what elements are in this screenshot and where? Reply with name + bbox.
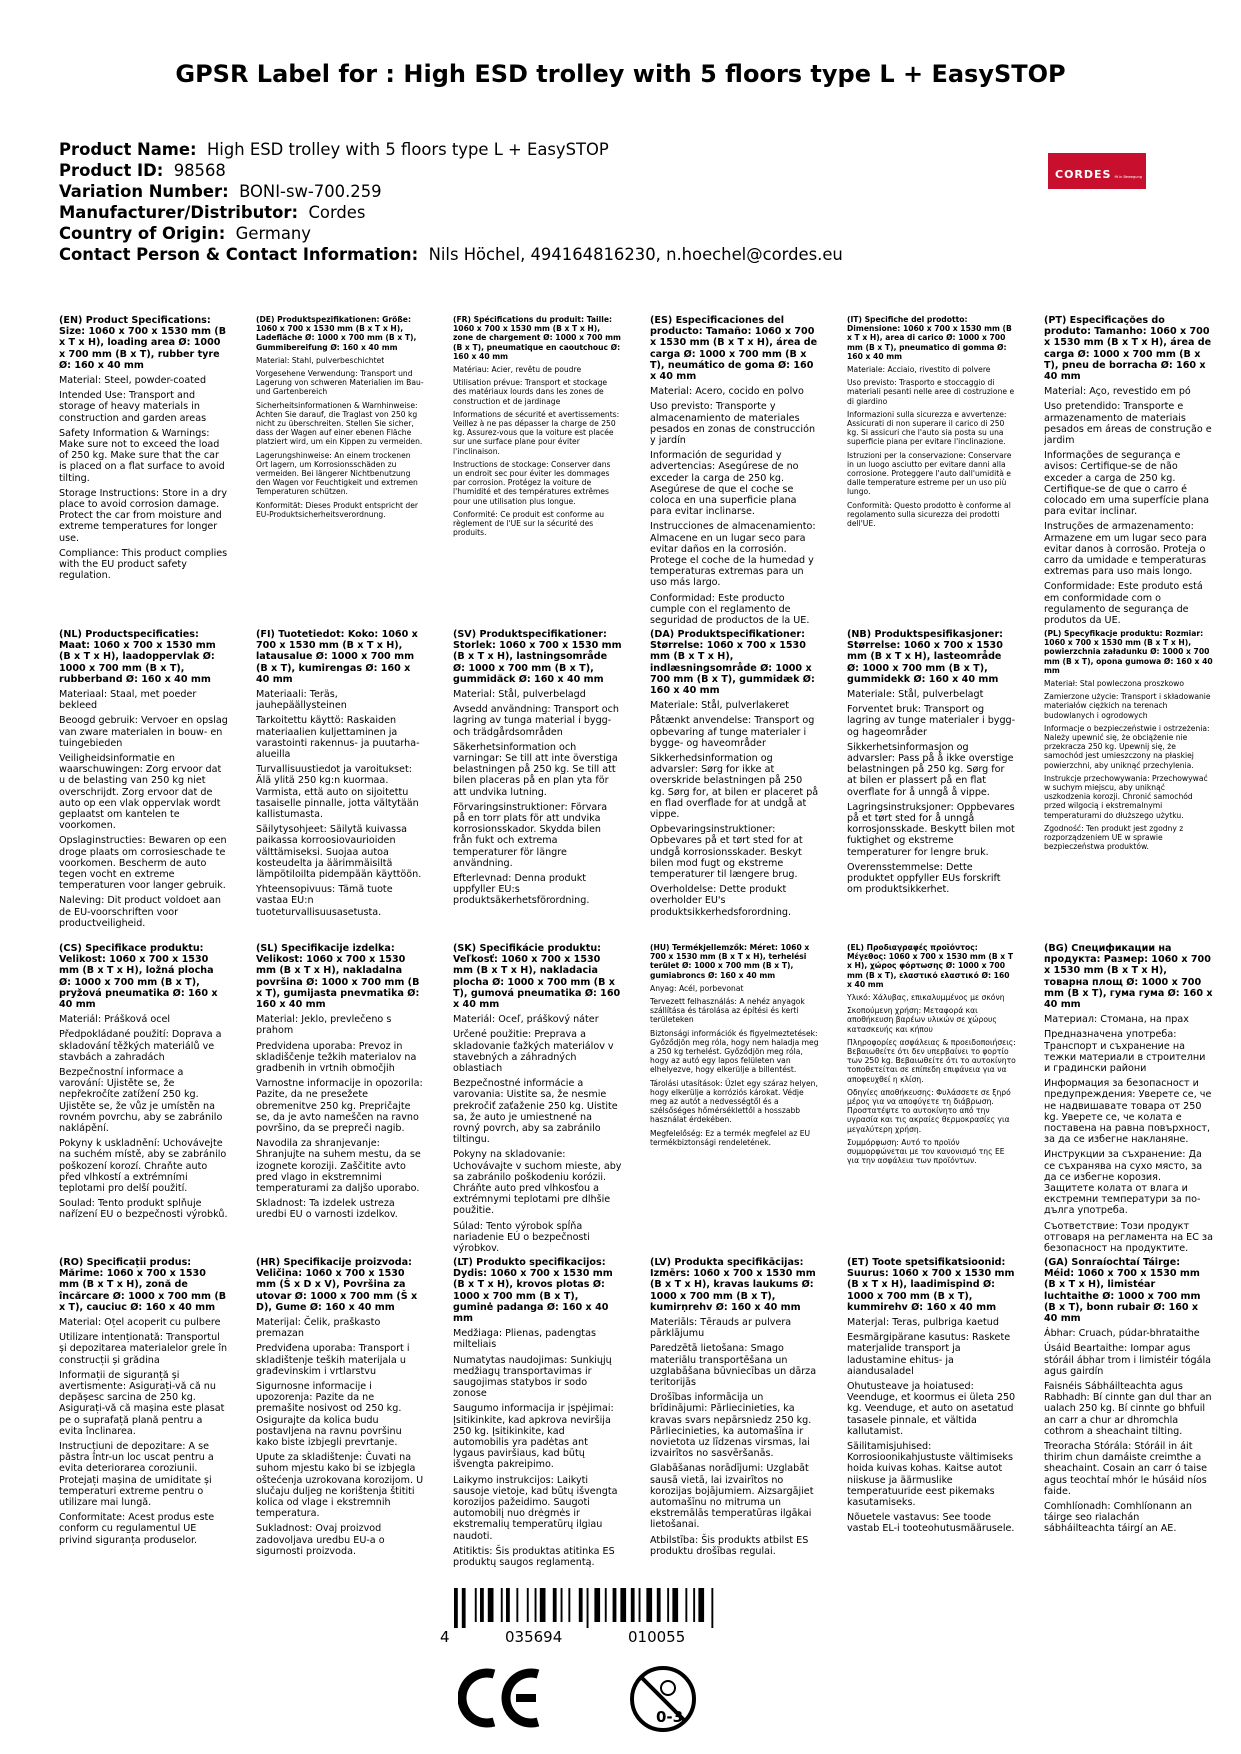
spec-paragraph: Vorgesehene Verwendung: Transport und Lagerung von schweren Materialien im Bau- und Gartenbereich — [256, 369, 424, 397]
spec-paragraph: Opbevaringsinstruktioner: Opbevares på et tørt sted for at undgå korrosionsskader. Beskyt bilen mod fugt og ekstreme temperaturer til længere brug. — [650, 824, 803, 881]
spec-paragraph: Bezpečnostné informácie a varovania: Uistite sa, že nesmie prekročiť zaťaženie 250 kg. Uistite sa, že auto je umiestnené na rovný povrch, aby sa zabránilo tiltingu. — [453, 1078, 618, 1146]
spec-paragraph: Materjal: Teras, pulbriga kaetud — [847, 1317, 999, 1329]
spec-block-sl — [256, 943, 425, 1257]
barcode-bar — [516, 1588, 518, 1622]
spec-paragraph: Materiale: Stål, pulverbelagt — [847, 689, 984, 701]
spec-paragraph: Informații de siguranță și avertismente: Asigurați-vă că nu depășesc sarcina de 250 kg. Asigurați-vă că mașina este plasat pe o suprafață plană pentru a evita înclinarea. — [59, 1369, 225, 1437]
spec-block-da — [650, 629, 819, 943]
spec-paragraph: Určené použitie: Preprava a skladovanie ťažkých materiálov v stavebných a záhradných oblastiach — [453, 1029, 614, 1075]
spec-paragraph: Konformität: Dieses Produkt entspricht der EU-Produktsicherheitsverordnung. — [256, 500, 419, 519]
info-value: High ESD trolley with 5 floors type L + EasySTOP — [206, 140, 609, 159]
barcode-bar — [657, 1588, 661, 1622]
spec-heading: (SK) Špecifikácie produktu: Veľkosť: 1060 x 700 x 1530 mm (B x T x H), nakladacia plocha Ø: 1000 x 700 mm (B x T), gumová pneumatika Ø: 160 x 40 mm — [453, 943, 621, 1011]
spec-heading: (NB) Produktspesifikasjoner: Størrelse: 1060 x 700 x 1530 mm (B x T x H), lasteområde Ø: 1000 x 700 mm (B x T), gummidekk Ø: 160 x 40 mm — [847, 629, 1004, 685]
spec-paragraph: Materiale: Stål, pulverlakeret — [650, 700, 790, 712]
logo-slogan: fit in Bewegung — [1114, 175, 1142, 179]
barcode-bar — [501, 1588, 503, 1622]
spec-heading: (GA) Sonraíochtaí Táirge: Méid: 1060 x 700 x 1530 mm (B x T x H), limistéar luchtaithe Ø: 1000 x 700 mm (B x T), bonn rubair Ø: 160 x 40 mm — [1044, 1257, 1201, 1325]
spec-heading: (CS) Specifikace produktu: Velikost: 1060 x 700 x 1530 mm (B x T x H), ložná plocha Ø: 1000 x 700 mm (B x T), pryžová pneumatika Ø: 160 x 40 mm — [59, 943, 218, 1011]
spec-paragraph: Treoracha Stórála: Stóráil in áit thirim chun damáiste creimthe a sheachaint. Cosain an carr ó taise agus teochtaí mhór le húsáid níos faide. — [1044, 1441, 1207, 1497]
barcode-bar — [631, 1588, 635, 1622]
spec-paragraph: Materiale: Acciaio, rivestito di polvere — [847, 365, 991, 375]
spec-paragraph: Drošības informācija un brīdinājumi: Pārliecinieties, ka kravas svars nepārsniedz 250 kg. Pārliecinieties, ka automašīna ir novietota uz līdzenas virsmas, lai izvairītos no sasvēršanās. — [650, 1392, 812, 1460]
spec-heading: (RO) Specificații produs: Mărime: 1060 x 700 x 1530 mm (B x T x H), zonă de încărcare Ø: 1000 x 700 mm (B x T), cauciuc Ø: 160 x 40 mm — [59, 1257, 227, 1313]
spec-paragraph: Faisnéis Sábháilteachta agus Rabhadh: Bí cinnte gan dul thar an ualach 250 kg. Bí cinnte go bhfuil an carr a chur ar dhromchla cothrom a sheachaint tilting. — [1044, 1381, 1212, 1437]
spec-paragraph: Conformité: Ce produit est conforme au règlement de l'UE sur la sécurité des produits. — [453, 509, 605, 538]
spec-paragraph: Material: Stahl, pulverbeschichtet — [256, 355, 385, 365]
spec-heading: (PT) Especificações do produto: Tamanho: 1060 x 700 x 1530 mm (B x T x H), área de carga Ø: 1000 x 700 mm (B x T), pneu de borracha Ø: 160 x 40 mm — [1044, 315, 1212, 383]
barcode-bar — [488, 1588, 494, 1622]
spec-paragraph: Påtænkt anvendelse: Transport og opbevaring af tunge materialer i bygge- og haveområder — [650, 715, 815, 749]
barcode-bar — [594, 1588, 600, 1622]
spec-heading: (SV) Produktspecifikationer: Storlek: 1060 x 700 x 1530 mm (B x T x H), lastningsområde Ø: 1000 x 700 mm (B x T), gummidäck Ø: 160 x 40 mm — [453, 629, 622, 685]
spec-paragraph: Turvallisuustiedot ja varoitukset: Älä ylitä 250 kg:n kuormaa. Varmista, että auto on sijoitettu tasaiselle pinnalle, jotta vältytään kallistumasta. — [256, 764, 419, 821]
barcode-digits-left: 035694 — [505, 1628, 563, 1646]
spec-heading: (HU) Termékjellemzők: Méret: 1060 x 700 x 1530 mm (B x T x H), terhelési terület Ø: 1000 x 700 mm (B x T), gumiabroncs Ø: 160 x 40 mm — [650, 943, 810, 980]
info-value: Cordes — [308, 203, 366, 222]
spec-paragraph: Paredzētā lietošana: Smago materiālu transportēšana un uzglabāšana būvniecības un dārza teritorijās — [650, 1343, 817, 1389]
spec-paragraph: Πληροφορίες ασφάλειας & προειδοποιήσεις: Βεβαιωθείτε ότι δεν υπερβαίνει το φορτίο των 250 kg. Βεβαιωθείτε ότι το αυτοκίνητο τοποθετείται σε επίπεδη επιφάνεια για να αποφευχθεί η κλίση. — [847, 1037, 1016, 1084]
spec-paragraph: Material: Stål, pulverbelagd — [453, 689, 586, 701]
contact-row — [59, 244, 843, 265]
spec-block-bg — [1044, 943, 1213, 1257]
barcode-bar — [475, 1588, 477, 1622]
spec-block-pl — [1044, 629, 1213, 943]
barcode-bar — [639, 1588, 641, 1622]
spec-heading: (DA) Produktspecifikationer: Størrelse: 1060 x 700 x 1530 mm (B x T x H), indlæsningsområde Ø: 1000 x 700 mm (B x T), gummidæk Ø: 160 x 40 mm — [650, 629, 815, 697]
spec-paragraph: Comhlíonadh: Comhlíonann an táirge seo rialachán sábháilteachta táirgí an AE. — [1044, 1501, 1192, 1535]
spec-paragraph: Ábhar: Cruach, púdar-bhrataithe — [1044, 1328, 1200, 1340]
spec-heading: (ET) Toote spetsifikatsioonid: Suurus: 1060 x 700 x 1530 mm (B x T x H), laadimispind Ø: 1000 x 700 mm (B x T), kummirehv Ø: 160 x 40 mm — [847, 1257, 1015, 1313]
country-row — [59, 223, 843, 244]
specifications-grid — [59, 315, 1212, 1587]
spec-paragraph: Material: Aço, revestido em pó — [1044, 386, 1191, 398]
barcode — [440, 1588, 780, 1628]
spec-paragraph: Sikkerhedsinformation og advarsler: Sørg for ikke at overskride belastningen på 250 kg. Sørg for, at bilen er placeret på en flad overflade for at undgå at vippe. — [650, 753, 819, 821]
spec-heading: (FI) Tuotetiedot: Koko: 1060 x 700 x 1530 mm (B x T x H), latausalue Ø: 1000 x 700 mm (B x T), kumirengas Ø: 160 x 40 mm — [256, 629, 418, 685]
spec-paragraph: Forventet bruk: Transport og lagring av tunge materialer i bygg- og hageområder — [847, 704, 1016, 738]
spec-paragraph: Conformidad: Este producto cumple con el reglamento de seguridad de productos de la UE. — [650, 592, 810, 627]
ce-mark-icon — [458, 1668, 544, 1728]
spec-block-it — [847, 315, 1016, 629]
spec-paragraph: Σκοπούμενη χρήση: Μεταφορά και αποθήκευση βαρέων υλικών σε χώρους κατασκευής και κήπου — [847, 1006, 997, 1034]
spec-paragraph: Material: Oțel acoperit cu pulbere — [59, 1317, 221, 1329]
barcode-bar — [613, 1588, 617, 1622]
info-label: Manufacturer/Distributor: — [59, 203, 299, 222]
spec-paragraph: Megfelelőség: Ez a termék megfelel az EU termékbiztonsági rendeletének. — [650, 1128, 811, 1147]
spec-paragraph: Atitiktis: Šis produktas atitinka ES produktų saugos reglamentą. — [453, 1545, 615, 1569]
spec-paragraph: Materiaali: Teräs, jauhepäällysteinen — [256, 689, 347, 712]
spec-paragraph: Materiál: Prášková ocel — [59, 1014, 171, 1026]
spec-paragraph: Opslaginstructies: Bewaren op een droge plaats om corrosieschade te voorkomen. Bescherm de auto tegen vocht en extreme temperaturen voor langer gebruik. — [59, 835, 227, 892]
spec-block-el — [847, 943, 1016, 1257]
info-label: Product ID: — [59, 161, 164, 180]
spec-paragraph: Uso pretendido: Transporte e armazenamento de materiais pesados em áreas de construção e jardim — [1044, 401, 1212, 447]
label-title: GPSR Label for : High ESD trolley with 5 floors type L + EasySTOP — [175, 60, 1066, 88]
spec-paragraph: Sikkerhetsinformasjon og advarsler: Pass på å ikke overstige belastningen på 250 kg. Sørg for at bilen er plassert på en flat overflate for å unngå å vippe. — [847, 741, 1014, 798]
spec-paragraph: Υλικό: Χάλυβας, επικαλυμμένος με σκόνη — [847, 993, 1005, 1003]
barcode-bar — [693, 1588, 695, 1622]
barcode-bar — [480, 1588, 484, 1622]
spec-paragraph: Οδηγίες αποθήκευσης: Φυλάσσετε σε ξηρό μέρος για να αποφύγετε τη διάβρωση. Προστατέψτε το αυτοκίνητο από την υγρασία και τις ακραίες θερμοκρασίες για μεγαλύτερη χρήση. — [847, 1087, 1011, 1134]
spec-paragraph: Efterlevnad: Denna produkt uppfyller EU:s produktsäkerhetsförordning. — [453, 873, 590, 907]
spec-block-es — [650, 315, 819, 629]
barcode-bar — [553, 1588, 557, 1622]
logo-text: CORDES — [1055, 168, 1112, 181]
spec-paragraph: Overholdelse: Dette produkt overholder EU's produktsikkerhedsforordning. — [650, 884, 792, 918]
spec-paragraph: Anyag: Acél, porbevonat — [650, 983, 744, 993]
cordes-logo — [1048, 153, 1146, 189]
spec-paragraph: Zamierzone użycie: Transport i składowanie materiałów ciężkich na terenach budowlanych i ogrodowych — [1044, 692, 1211, 720]
spec-paragraph: Saugumo informacija ir įspėjimai: Įsitikinkite, kad apkrova neviršija 250 kg. Įsitikinkite, kad automobilis yra padėtas ant lygaus paviršiaus, kad būtų išvengta pakreipimo. — [453, 1403, 614, 1471]
spec-paragraph: Utilisation prévue: Transport et stockage des matériaux lourds dans les zones de construction et de jardinage — [453, 378, 608, 406]
spec-paragraph: Materiāls: Tērauds ar pulvera pārklājumu — [650, 1317, 792, 1340]
barcode-bar — [579, 1588, 583, 1622]
spec-block-pt — [1044, 315, 1213, 629]
barcode-bar — [527, 1588, 529, 1622]
spec-paragraph: Sicherheitsinformationen & Warnhinweise: Achten Sie darauf, die Traglast von 250 kg nicht zu überschreiten. Stellen Sie sicher, dass der Wagen auf einer ebenen Fläche platziert wird, um ein Kippen zu vermeiden. — [256, 400, 423, 447]
spec-paragraph: Istruzioni per la conservazione: Conservare in un luogo asciutto per evitare danni alla corrosione. Proteggere l'auto dall'umidità e dalle temperature estreme per un uso più lungo. — [847, 450, 1012, 497]
spec-paragraph: Materiał: Stal powleczona proszkowo — [1044, 679, 1184, 689]
spec-heading: (PL) Specyfikacje produktu: Rozmiar: 1060 x 700 x 1530 mm (B x T x H), powierzchnia załadunku Ø: 1000 x 700 mm (B x T), opona gumowa Ø: 160 x 40 mm — [1044, 629, 1213, 675]
spec-block-cs — [59, 943, 228, 1257]
spec-paragraph: Uso previsto: Transporte y almacenamiento de materiales pesados en zonas de construcción y jardín — [650, 401, 816, 447]
spec-paragraph: Varnostne informacije in opozorila: Pazite, da ne presežete obremenitve 250 kg. Prepričajte se, da je avto nameščen na ravno površino, da se prepreči nagib. — [256, 1078, 423, 1135]
spec-paragraph: Pokyny k uskladnění: Uchovávejte na suchém místě, aby se zabránilo poškození korozí. Chraňte auto před vlhkostí a extrémními teplotami pro delší použití. — [59, 1138, 227, 1195]
spec-block-sk — [453, 943, 622, 1257]
spec-heading: (FR) Spécifications du produit: Taille: 1060 x 700 x 1530 mm (B x T x H), zone de chargement Ø: 1000 x 700 mm (B x T), pneumatique en caoutchouc Ø: 160 x 40 mm — [453, 315, 621, 361]
spec-heading: (BG) Спецификации на продукта: Размер: 1060 x 700 x 1530 mm (B x T x H), товарна площ Ø: 1000 x 700 mm (B x T), гума гума Ø: 160 x 40 mm — [1044, 943, 1213, 1011]
spec-paragraph: Instruções de armazenamento: Armazene em um lugar seco para evitar danos à corrosão. Proteja o carro da umidade e temperaturas extremas para uso mais longo. — [1044, 521, 1207, 578]
spec-paragraph: Atbilstība: Šis produkts atbilst ES produktu drošības regulai. — [650, 1534, 809, 1557]
spec-paragraph: Eesmärgipärane kasutus: Raskete materjalide transport ja ladustamine ehitus- ja aiandusaladel — [847, 1332, 1011, 1377]
spec-block-ga — [1044, 1257, 1213, 1587]
barcode-bar — [620, 1588, 626, 1622]
spec-block-fi — [256, 629, 425, 943]
spec-heading: (IT) Specifiche del prodotto: Dimensione: 1060 x 700 x 1530 mm (B x T x H), area di carico Ø: 1000 x 700 mm (B x T), pneumatico di gomma Ø: 160 x 40 mm — [847, 315, 1012, 361]
spec-block-ro — [59, 1257, 228, 1587]
barcode-bar — [646, 1588, 652, 1622]
spec-block-en — [59, 315, 228, 629]
spec-paragraph: Upute za skladištenje: Čuvati na suhom mjestu kako bi se izbjegla oštećenja uzrokovana korozijom. U slučaju duljeg ne korištenja štititi kolica od vlage i ekstremnih temperatura. — [256, 1452, 424, 1520]
spec-paragraph: Material: Jeklo, prevlečeno s prahom — [256, 1014, 392, 1037]
spec-paragraph: Informations de sécurité et avertissements: Veillez à ne pas dépasser la charge de 250 kg. Assurez-vous que la voiture est placée sur une surface plane pour éviter l'inclinaison. — [453, 409, 620, 456]
spec-paragraph: Informazioni sulla sicurezza e avvertenze: Assicurati di non superare il carico di 250 kg. Si assicuri che l'auto sia posta su una superficie piana per evitare l'inclinazione. — [847, 409, 1007, 447]
spec-paragraph: Súlad: Tento výrobok spĺňa nariadenie EÚ o bezpečnosti výrobkov. — [453, 1220, 590, 1255]
info-value: 98568 — [173, 161, 226, 180]
spec-paragraph: Naleving: Dit product voldoet aan de EU-voorschriften voor productveiligheid. — [59, 895, 221, 929]
spec-block-et — [847, 1257, 1016, 1587]
barcode-bar — [605, 1588, 607, 1622]
spec-paragraph: Pokyny na skladovanie: Uchovávajte v suchom mieste, aby sa zabránilo poškodeniu korózii. Chráňte auto pred vlhkosťou a extrémnymi teplotami pre dlhšie použitie. — [453, 1149, 622, 1217]
spec-block-lv — [650, 1257, 819, 1587]
spec-paragraph: Navodila za shranjevanje: Shranjujte na suhem mestu, da se izognete koroziji. Zaščitite avto pred vlago in ekstremnimi temperaturami za daljšo uporabo. — [256, 1138, 421, 1195]
barcode-bar — [506, 1588, 510, 1622]
spec-paragraph: Instrukcje przechowywania: Przechowywać w suchym miejscu, aby uniknąć uszkodzenia korozji. Chronić samochód przed wilgocią i ekstremalnymi temperaturami do dłuższego użytku. — [1044, 773, 1208, 820]
spec-paragraph: Conformidade: Este produto está em conformidade com o regulamento de segurança de produtos da UE. — [1044, 581, 1203, 627]
product-id-row — [59, 160, 843, 181]
spec-paragraph: Инструкции за съхранение: Да се съхранява на сухо място, за да се избегне корозия. Защитете колата от влага и екстремни температури за по-дълга употреба. — [1044, 1149, 1203, 1217]
spec-paragraph: Matériau: Acier, revêtu de poudre — [453, 365, 582, 375]
spec-paragraph: Utilizare intenționată: Transportul și depozitarea materialelor grele în construcții și grădina — [59, 1332, 228, 1366]
spec-paragraph: Ohutusteave ja hoiatused: Veenduge, et koormus ei ületa 250 kg. Veenduge, et auto on asetatud tasasele pinnale, et vältida kallutamist. — [847, 1381, 1016, 1437]
spec-paragraph: Yhteensopivuus: Tämä tuote vastaa EU:n tuoteturvallisuusasetusta. — [256, 884, 393, 918]
spec-heading: (EN) Product Specifications: Size: 1060 x 700 x 1530 mm (B x T x H), loading area Ø: 1000 x 700 mm (B x T), rubber tyre Ø: 160 x 40 mm — [59, 315, 227, 371]
spec-paragraph: Lagringsinstruksjoner: Oppbevares på et tørt sted for å unngå korrosjonsskade. Beskytt bilen mot fuktighet og ekstreme temperaturer for lengre bruk. — [847, 801, 1015, 858]
info-value: BONI-sw-700.259 — [239, 182, 382, 201]
spec-paragraph: Glabāšanas norādījumi: Uzglabāt sausā vietā, lai izvairītos no korozijas bojājumiem. Aizsargājiet automašīnu no mitruma un ekstremālās temperatūras ilgākai lietošanai. — [650, 1463, 814, 1531]
spec-heading: (LT) Produkto specifikacijos: Dydis: 1060 x 700 x 1530 mm (B x T x H), krovos plotas Ø: 1000 x 700 mm (B x T), guminė padanga Ø: 160 x 40 mm — [453, 1257, 613, 1325]
spec-paragraph: Medžiaga: Plienas, padengtas milteliais — [453, 1328, 596, 1351]
spec-paragraph: Storage Instructions: Store in a dry place to avoid corrosion damage. Protect the car from moisture and extreme temperatures for longer use. — [59, 487, 228, 544]
spec-paragraph: Materiaal: Staal, met poeder bekleed — [59, 689, 197, 712]
barcode-bar — [587, 1588, 589, 1628]
spec-paragraph: Avsedd användning: Transport och lagring av tunga material i bygg- och trädgårdsområden — [453, 704, 619, 738]
spec-paragraph: Συμμόρφωση: Αυτό το προϊόν συμμορφώνεται με τον κανονισμό της ΕΕ για την ασφάλεια των προϊόντων. — [847, 1137, 1005, 1166]
spec-paragraph: Materiál: Oceľ, práškový náter — [453, 1014, 599, 1026]
spec-paragraph: Informações de segurança e avisos: Certifique-se de não exceder a carga de 250 kg. Certifique-se de que o carro é colocado em uma superfície plana para evitar inclinar. — [1044, 450, 1210, 518]
spec-paragraph: Tárolási utasítások: Üzlet egy száraz helyen, hogy elkerülje a korróziós károkat. Védje meg az autót a nedvességtől és a szélsőséges hőmérséklettől a hosszabb használat érdekében. — [650, 1078, 818, 1125]
spec-paragraph: Veiligheidsinformatie en waarschuwingen: Zorg ervoor dat u de belasting van 250 kg niet overschrijdt. Zorg ervoor dat de auto op een vlak oppervlak wordt geplaatst om kantelen te voorkomen. — [59, 753, 222, 832]
spec-paragraph: Laikymo instrukcijos: Laikyti sausoje vietoje, kad būtų išvengta korozijos pažeidimo. Saugoti automobilį nuo drėgmės ir ekstremalių temperatūrų ilgiau naudoti. — [453, 1474, 618, 1542]
spec-paragraph: Overensstemmelse: Dette produktet oppfyller EUs forskrift om produktsikkerhet. — [847, 861, 1001, 896]
spec-paragraph: Instructions de stockage: Conserver dans un endroit sec pour éviter les dommages par corrosion. Protégez la voiture de l'humidité et des températures extrêmes pour une utilisation plus longue. — [453, 459, 611, 506]
spec-paragraph: Predviđena uporaba: Transport i skladištenje teških materijala u građevinskim i vrtlarstvu — [256, 1343, 410, 1377]
product-info — [59, 139, 843, 265]
spec-paragraph: Instrucțiuni de depozitare: A se păstra într-un loc uscat pentru a evita deteriorarea coroziunii. Protejați mașina de umiditate și temperaturi extreme pentru o utilizare mai lungă. — [59, 1441, 214, 1509]
spec-heading: (EL) Προδιαγραφές προϊόντος: Μέγεθος: 1060 x 700 x 1530 mm (B x T x H), χώρος φόρτωσης Ø: 1000 x 700 mm (B x T), ελαστικό ελαστικό Ø: 160 x 40 mm — [847, 943, 1014, 989]
spec-paragraph: Съответствие: Този продукт отговаря на регламента на ЕС за безопасност на продуктите. — [1044, 1220, 1213, 1255]
spec-block-nb — [847, 629, 1016, 943]
barcode-bar — [711, 1588, 713, 1628]
spec-paragraph: Предназначена употреба: Транспорт и съхранение на тежки материали в строителни и градински райони — [1044, 1029, 1206, 1075]
barcode-bar — [698, 1588, 704, 1622]
spec-paragraph: Tervezett felhasználás: A nehéz anyagok szállítása és tárolása az építési és kerti területeken — [650, 997, 805, 1025]
spec-paragraph: Materijal: Čelik, praškasto premazan — [256, 1317, 381, 1340]
spec-heading: (HR) Specifikacije proizvoda: Veličina: 1060 x 700 x 1530 mm (Š x D x V), Površina za utovar Ø: 1000 x 700 mm (Š x D), Gume Ø: 160 x 40 mm — [256, 1257, 418, 1313]
age-warning-icon — [628, 1664, 698, 1734]
barcode-bar — [667, 1588, 669, 1622]
spec-paragraph: Материал: Стомана, на прах — [1044, 1014, 1189, 1026]
spec-block-lt — [453, 1257, 622, 1587]
barcode-bar — [561, 1588, 563, 1622]
spec-paragraph: Säilytysohjeet: Säilytä kuivassa paikassa korroosiovaurioiden välttämiseksi. Suojaa autoa kosteudelta ja äärimmäisiltä lämpötiloilta pidempään käyttöön. — [256, 824, 422, 881]
barcode-bar — [685, 1588, 687, 1622]
spec-paragraph: Předpokládané použití: Doprava a skladování těžkých materiálů ve stavbách a zahradách — [59, 1029, 222, 1063]
spec-paragraph: Safety Information & Warnings: Make sure not to exceed the load of 250 kg. Make sure that the car is placed on a flat surface to avoid tilting. — [59, 427, 225, 484]
spec-paragraph: Skladnost: Ta izdelek ustreza uredbi EU o varnosti izdelkov. — [256, 1198, 398, 1221]
spec-paragraph: Numatytas naudojimas: Sunkiųjų medžiagų transportavimas ir saugojimas statybos ir sodo zonose — [453, 1354, 612, 1400]
spec-paragraph: Informacje o bezpieczeństwie i ostrzeżenia: Należy upewnić się, że obciążenie nie przekracza 250 kg. Upewnij się, że samochód jest umieszczony na płaskiej powierzchni, aby uniknąć przechylenia. — [1044, 723, 1210, 770]
spec-heading: (DE) Produktspezifikationen: Größe: 1060 x 700 x 1530 mm (B x T x H), Ladefläche Ø: 1000 x 700 mm (B x T), Gummibereifung Ø: 160 x 40 mm — [256, 315, 417, 352]
spec-paragraph: Conformità: Questo prodotto è conforme al regolamento sulla sicurezza dei prodotti dell'UE. — [847, 500, 1011, 529]
spec-paragraph: Material: Steel, powder-coated — [59, 375, 207, 387]
spec-paragraph: Material: Acero, cocido en polvo — [650, 386, 804, 398]
variation-number-row — [59, 181, 843, 202]
info-label: Product Name: — [59, 140, 197, 159]
spec-paragraph: Nõuetele vastavus: See toode vastab EL-i tooteohutusmäärusele. — [847, 1512, 1015, 1535]
info-value: Germany — [235, 224, 312, 243]
spec-heading: (ES) Especificaciones del producto: Tamaño: 1060 x 700 x 1530 mm (B x T x H), área de carga Ø: 1000 x 700 mm (B x T), neumático de goma Ø: 160 x 40 mm — [650, 315, 818, 383]
spec-paragraph: Sigurnosne informacije i upozorenja: Pazite da ne premašite nosivost od 250 kg. Osigurajte da kolica budu postavljena na ravnu površinu kako biste izbjegli prevrtanje. — [256, 1381, 402, 1449]
spec-heading: (SL) Specifikacije izdelka: Velikost: 1060 x 700 x 1530 mm (B x T x H), nakladalna površina Ø: 1000 x 700 mm (B x T), gumijasta pnevmatika Ø: 160 x 40 mm — [256, 943, 420, 1011]
spec-heading: (NL) Productspecificaties: Maat: 1060 x 700 x 1530 mm (B x T x H), laadoppervlak Ø: 1000 x 700 mm (B x T), rubberband Ø: 160 x 40 mm — [59, 629, 216, 685]
barcode-digit-prefix: 4 — [440, 1628, 450, 1646]
spec-paragraph: Förvaringsinstruktioner: Förvara på en torr plats för att undvika korrosionsskador. Skydda bilen från fukt och extrema temperaturer för längre användning. — [453, 801, 608, 869]
spec-block-sv — [453, 629, 622, 943]
spec-paragraph: Biztonsági információk és figyelmeztetések: Győződjön meg róla, hogy nem haladja meg a 250 kg terhelést. Győződjön meg róla, hogy az autó egy lapos felületen van elhelyezve, hogy elkerülje a billentést. — [650, 1028, 819, 1075]
barcode-bar — [462, 1588, 466, 1628]
spec-paragraph: Compliance: This product complies with the EU product safety regulation. — [59, 547, 228, 582]
spec-paragraph: Predvidena uporaba: Prevoz in skladiščenje težkih materialov na gradbenih in vrtnih območjih — [256, 1040, 417, 1075]
spec-paragraph: Tarkoitettu käyttö: Raskaiden materiaalien kuljettaminen ja varastointi rakennus- ja puutarha-alueilla — [256, 715, 420, 761]
barcode-bar — [454, 1588, 458, 1628]
spec-paragraph: Lagerungshinweise: An einem trockenen Ort lagern, um Korrosionsschäden zu vermeiden. Bei längerer Nichtbenutzung den Wagen vor Feuchtigkeit und extremen Temperaturen schützen. — [256, 450, 418, 497]
spec-paragraph: Instrucciones de almacenamiento: Almacene en un lugar seco para evitar daños en la corrosión. Protege el coche de la humedad y temperaturas extremas para un uso más largo. — [650, 521, 816, 589]
info-label: Contact Person & Contact Information: — [59, 245, 419, 264]
spec-paragraph: Beoogd gebruik: Vervoer en opslag van zware materialen in bouw- en tuingebieden — [59, 715, 228, 749]
info-label: Country of Origin: — [59, 224, 226, 243]
spec-paragraph: Информация за безопасност и предупреждения: Уверете се, че не надвишавате товара от 250 kg. Уверете се, че колата е поставена на равна повърхност, за да се избегне накланяне. — [1044, 1078, 1212, 1146]
product-name-row — [59, 139, 843, 160]
spec-block-hr — [256, 1257, 425, 1587]
spec-block-hu — [650, 943, 819, 1257]
spec-paragraph: Säilitamisjuhised: Korrosioonikahjustuste vältimiseks hoida kuivas kohas. Kaitse autot niiskuse ja äärmuslike temperatuuride eest pikemaks kasutamiseks. — [847, 1441, 1013, 1509]
spec-paragraph: Zgodność: Ten produkt jest zgodny z rozporządzeniem UE w sprawie bezpieczeństwa produktów. — [1044, 823, 1184, 852]
barcode-bar — [535, 1588, 537, 1622]
spec-block-nl — [59, 629, 228, 943]
spec-paragraph: Säkerhetsinformation och varningar: Se till att inte överstiga belastningen på 250 kg. Se till att bilen placeras på en plan yta för att undvika lutning. — [453, 741, 618, 798]
spec-paragraph: Conformitate: Acest produs este conform cu regulamentul UE privind siguranța produselor. — [59, 1512, 215, 1546]
manufacturer-row — [59, 202, 843, 223]
spec-block-de — [256, 315, 425, 629]
spec-block-fr — [453, 315, 622, 629]
spec-paragraph: Intended Use: Transport and storage of heavy materials in construction and garden areas — [59, 390, 207, 424]
spec-paragraph: Sukladnost: Ovaj proizvod zadovoljava uredbu EU-a o sigurnosti proizvoda. — [256, 1523, 385, 1557]
spec-heading: (LV) Produkta specifikācijas: Izmērs: 1060 x 700 x 1530 mm (B x T x H), kravas laukums Ø: 1000 x 700 mm (B x T), kumirņrehv Ø: 160 x 40 mm — [650, 1257, 816, 1313]
spec-paragraph: Úsáid Beartaithe: Iompar agus stóráil ábhar trom i limistéir tógála agus gairdín — [1044, 1343, 1212, 1377]
spec-paragraph: Soulad: Tento produkt splňuje nařízení EU o bezpečnosti výrobků. — [59, 1198, 228, 1221]
spec-paragraph: Uso previsto: Trasporto e stoccaggio di materiali pesanti nelle aree di costruzione e di giardino — [847, 378, 1015, 406]
barcode-bar — [672, 1588, 678, 1622]
spec-paragraph: Bezpečnostní informace a varování: Ujistěte se, že nepřekročíte zatížení 250 kg. Ujistěte se, že vůz je umístěn na rovném povrchu, aby se zabránilo naklápění. — [59, 1067, 223, 1135]
info-value: Nils Höchel, 494164816230, n.hoechel@cordes.eu — [428, 245, 843, 264]
barcode-bar — [568, 1588, 570, 1622]
barcode-bar — [540, 1588, 546, 1622]
info-label: Variation Number: — [59, 182, 229, 201]
barcode-digits-right: 010055 — [628, 1628, 686, 1646]
spec-paragraph: Información de seguridad y advertencias: Asegúrese de no exceder la carga de 250 kg. Asegúrese de que el coche se coloca en una superficie plana para evitar inclinarse. — [650, 450, 799, 518]
age-range-text: 0-3 — [656, 1708, 684, 1726]
